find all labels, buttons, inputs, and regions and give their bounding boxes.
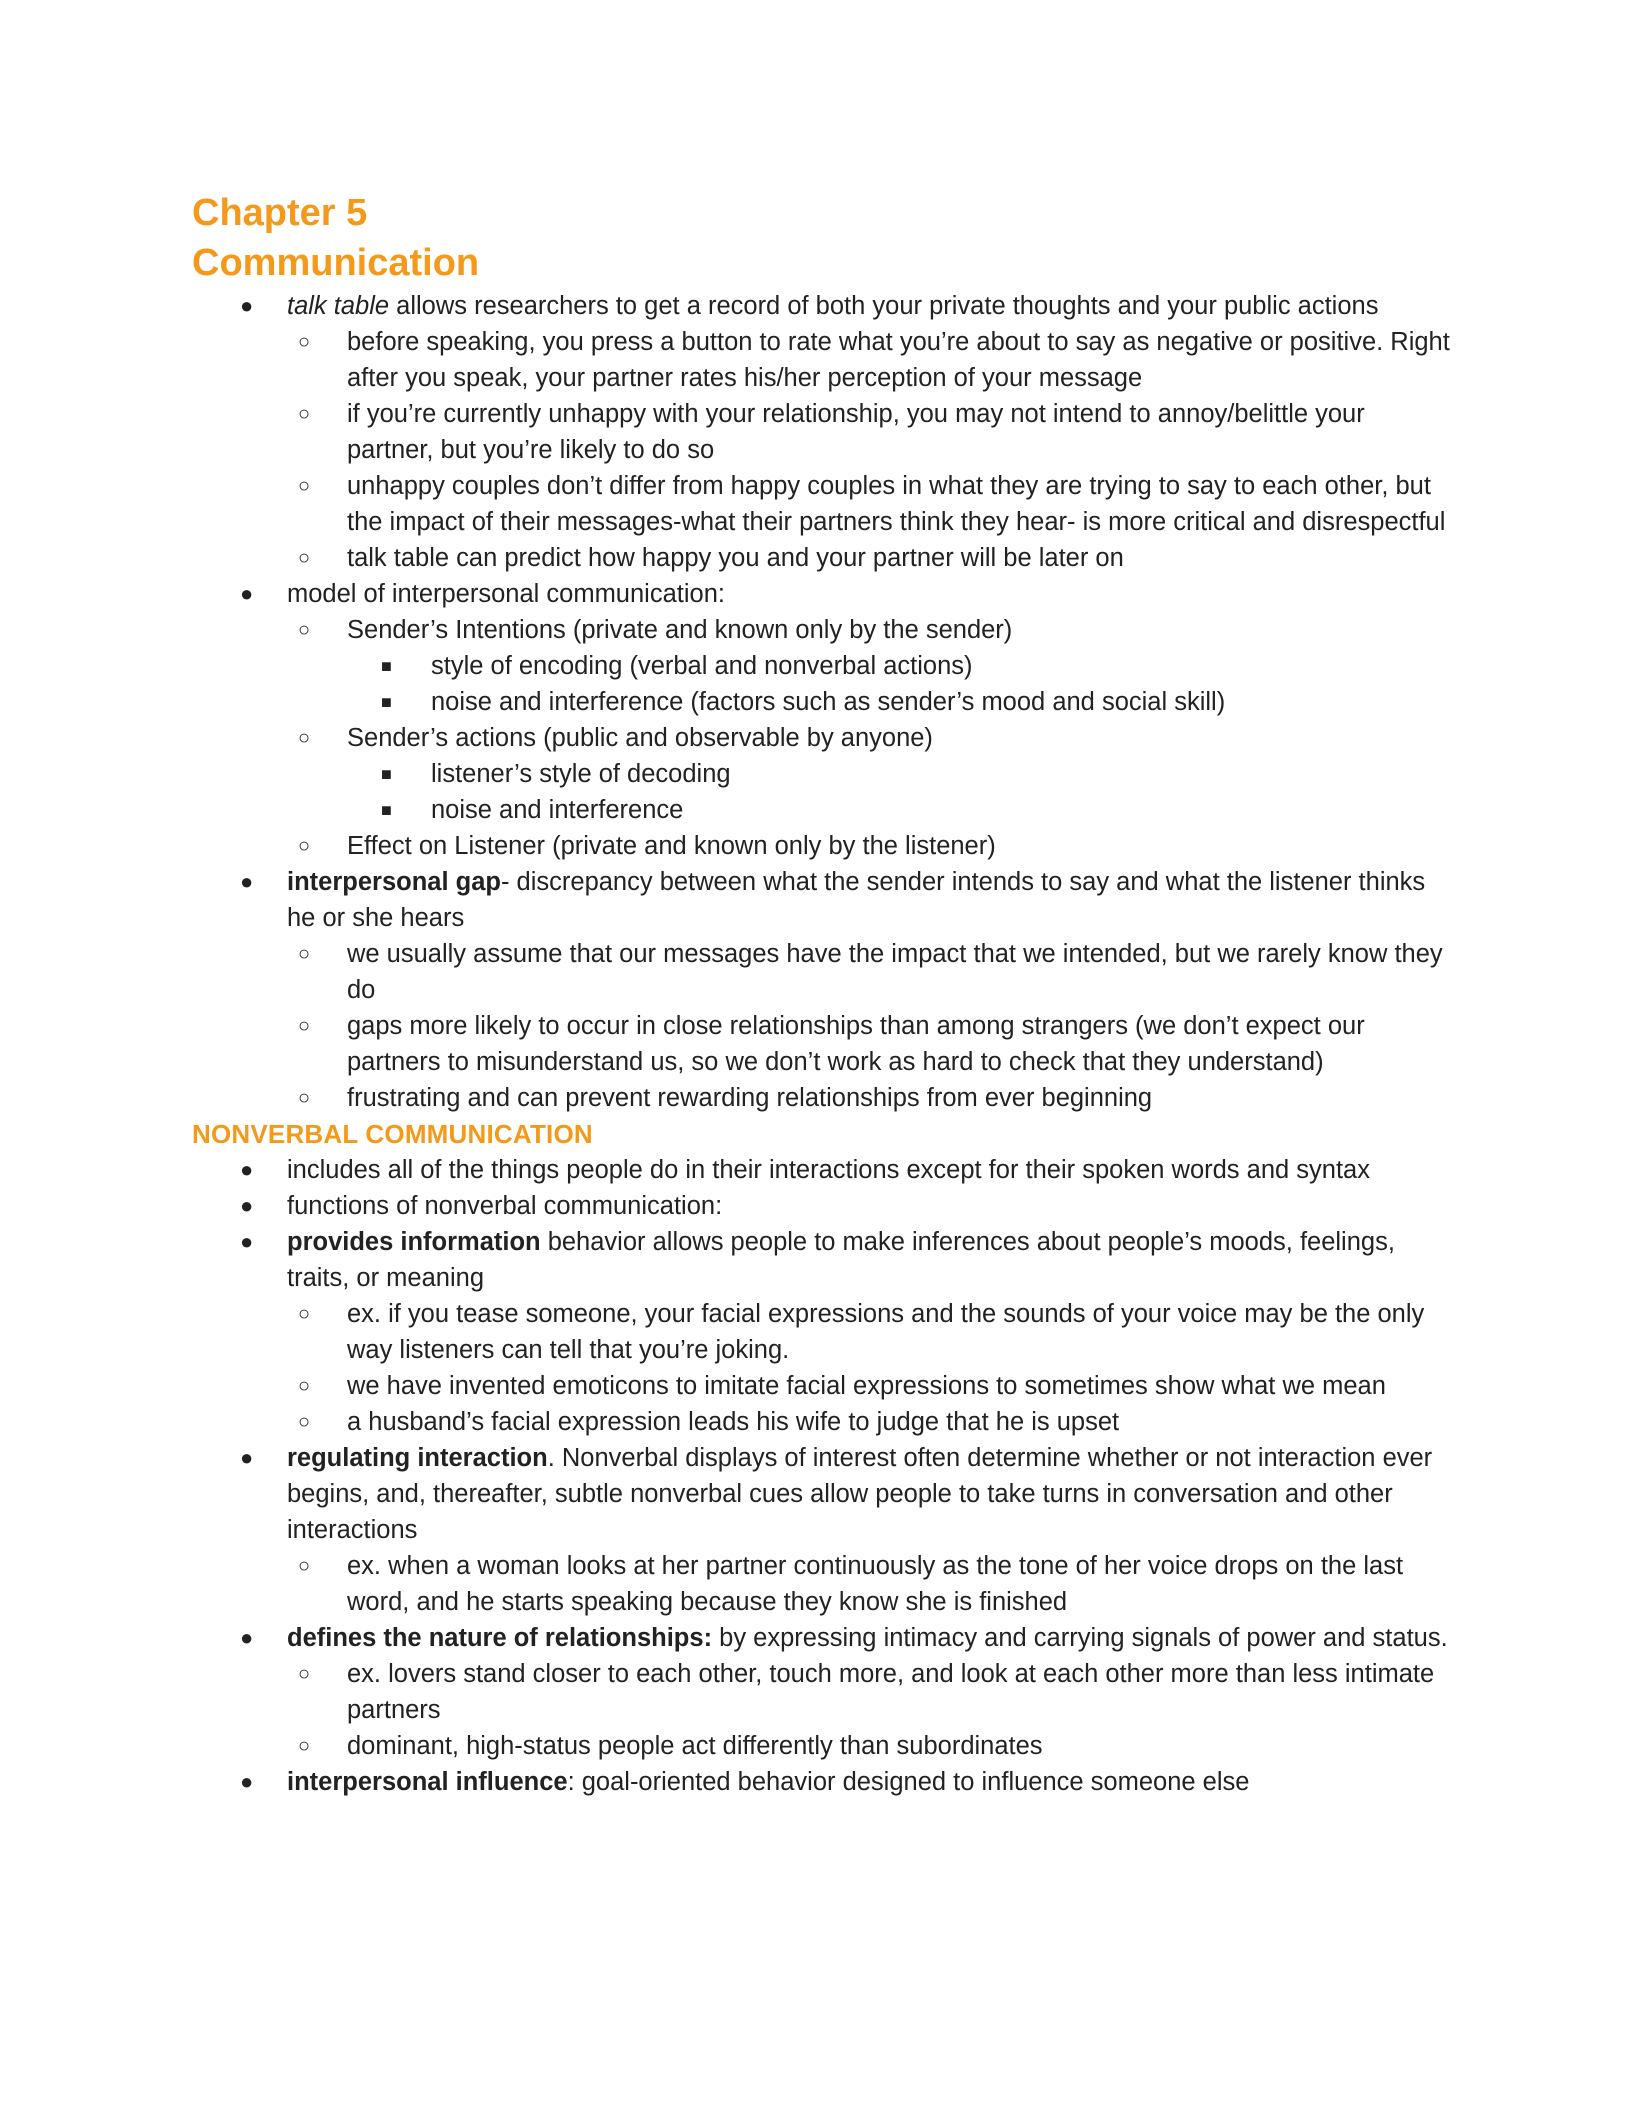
term: talk table [287, 292, 390, 320]
bullet-icon: ● [240, 1157, 254, 1182]
list-item [192, 720, 1452, 756]
section-heading: NONVERBAL COMMUNICATION [192, 1119, 593, 1149]
hollow-bullet-icon: ○ [298, 331, 311, 353]
item-text: functions of nonverbal communication: [287, 1192, 723, 1220]
hollow-bullet-icon: ○ [298, 1303, 311, 1325]
term: provides information [287, 1228, 541, 1256]
hollow-bullet-icon: ○ [298, 835, 311, 857]
hollow-bullet-icon: ○ [298, 475, 311, 497]
item-text: frustrating and can prevent rewarding relationships from ever beginning [347, 1084, 1153, 1112]
list-item [192, 684, 1452, 720]
chapter-heading: Chapter 5 [192, 192, 368, 234]
list-item [192, 1152, 1452, 1188]
hollow-bullet-icon: ○ [298, 1375, 311, 1397]
list-item [192, 936, 1452, 1008]
list-item [192, 864, 1452, 936]
list-item [192, 1188, 1452, 1224]
square-bullet-icon: ■ [381, 764, 392, 784]
hollow-bullet-icon: ○ [298, 1735, 311, 1757]
list-item [192, 1296, 1452, 1368]
list-item [192, 1008, 1452, 1080]
term: interpersonal influence [287, 1768, 568, 1796]
item-text: gaps more likely to occur in close relationships than among strangers (we don’t expect our partners to misunderstand us, so we don’t work as hard to check that they understand) [347, 1012, 1365, 1076]
hollow-bullet-icon: ○ [298, 727, 311, 749]
list-item [192, 1080, 1452, 1116]
bullet-icon: ● [240, 581, 254, 606]
item-text: ex. when a woman looks at her partner continuously as the tone of her voice drops on the last word, and he starts speaking because they know she is finished [347, 1552, 1404, 1616]
list-item [192, 288, 1452, 324]
item-text: unhappy couples don’t differ from happy couples in what they are trying to say to each other, but the impact of their messages-what their partners think they hear- is more critical and disrespectful [347, 472, 1446, 536]
item-text: noise and interference [431, 796, 684, 824]
item-text: : goal-oriented behavior designed to influence someone else [567, 1768, 1250, 1796]
item-text: ex. lovers stand closer to each other, touch more, and look at each other more than less intimate partners [347, 1660, 1435, 1724]
list-item [192, 324, 1452, 396]
item-text: includes all of the things people do in their interactions except for their spoken words and syntax [287, 1156, 1370, 1184]
item-text: - discrepancy between what the sender intends to say and what the listener thinks he or she hears [287, 868, 1426, 932]
square-bullet-icon: ■ [381, 656, 392, 676]
list-item [192, 1764, 1452, 1800]
item-text: listener’s style of decoding [431, 760, 731, 788]
term: interpersonal gap [287, 868, 501, 896]
bullet-icon: ● [240, 1193, 254, 1218]
list-item [192, 576, 1452, 612]
item-text: by expressing intimacy and carrying signals of power and status. [712, 1624, 1448, 1652]
list-item [192, 468, 1452, 540]
bullet-icon: ● [240, 1769, 254, 1794]
item-text: . Nonverbal displays of interest often determine whether or not interaction ever begins, and, thereafter, subtle nonverbal cues allow people to take turns in conversation and other interactions [287, 1444, 1433, 1544]
chapter-title: Communication [192, 242, 480, 284]
term: regulating interaction [287, 1444, 548, 1472]
item-text: if you’re currently unhappy with your relationship, you may not intend to annoy/belittle your partner, but you’re likely to do so [347, 400, 1365, 464]
list-item [192, 1656, 1452, 1728]
bullet-icon: ● [240, 869, 254, 894]
item-text: before speaking, you press a button to rate what you’re about to say as negative or positive. Right after you speak, your partner rates his/her perception of your message [347, 328, 1450, 392]
list-item [192, 1224, 1452, 1296]
square-bullet-icon: ■ [381, 800, 392, 820]
bullet-icon: ● [240, 293, 254, 318]
item-text: model of interpersonal communication: [287, 580, 725, 608]
nonverbal-list [192, 1152, 1452, 1800]
list-item [192, 1620, 1452, 1656]
list-item [192, 396, 1452, 468]
item-text: Sender’s Intentions (private and known only by the sender) [347, 616, 1013, 644]
item-text: allows researchers to get a record of both your private thoughts and your public actions [389, 292, 1379, 320]
list-item [192, 1548, 1452, 1620]
document-content [192, 188, 1452, 1800]
square-bullet-icon: ■ [381, 692, 392, 712]
item-text: noise and interference (factors such as sender’s mood and social skill) [431, 688, 1226, 716]
bullet-icon: ● [240, 1445, 254, 1470]
list-item [192, 1440, 1452, 1548]
bullet-icon: ● [240, 1625, 254, 1650]
item-text: Sender’s actions (public and observable by anyone) [347, 724, 933, 752]
hollow-bullet-icon: ○ [298, 1015, 311, 1037]
term: defines the nature of relationships: [287, 1624, 713, 1652]
item-text: we usually assume that our messages have the impact that we intended, but we rarely know they do [347, 940, 1443, 1004]
list-item [192, 612, 1452, 648]
list-item [192, 648, 1452, 684]
item-text: behavior allows people to make inferences about people’s moods, feelings, traits, or meaning [287, 1228, 1395, 1292]
list-item [192, 1404, 1452, 1440]
item-text: Effect on Listener (private and known only by the listener) [347, 832, 996, 860]
item-text: a husband’s facial expression leads his wife to judge that he is upset [347, 1408, 1120, 1436]
item-text: talk table can predict how happy you and your partner will be later on [347, 544, 1124, 572]
item-text: ex. if you tease someone, your facial expressions and the sounds of your voice may be the only way listeners can tell that you’re joking. [347, 1300, 1425, 1364]
list-item [192, 756, 1452, 792]
item-text: we have invented emoticons to imitate facial expressions to sometimes show what we mean [347, 1372, 1386, 1400]
hollow-bullet-icon: ○ [298, 1087, 311, 1109]
item-text: dominant, high-status people act differently than subordinates [347, 1732, 1043, 1760]
list-item [192, 1728, 1452, 1764]
list-item [192, 828, 1452, 864]
hollow-bullet-icon: ○ [298, 1555, 311, 1577]
bullet-icon: ● [240, 1229, 254, 1254]
list-item [192, 792, 1452, 828]
communication-list [192, 288, 1452, 1116]
list-item [192, 540, 1452, 576]
item-text: style of encoding (verbal and nonverbal actions) [431, 652, 973, 680]
hollow-bullet-icon: ○ [298, 1411, 311, 1433]
hollow-bullet-icon: ○ [298, 547, 311, 569]
hollow-bullet-icon: ○ [298, 1663, 311, 1685]
hollow-bullet-icon: ○ [298, 403, 311, 425]
list-item [192, 1368, 1452, 1404]
hollow-bullet-icon: ○ [298, 943, 311, 965]
hollow-bullet-icon: ○ [298, 619, 311, 641]
